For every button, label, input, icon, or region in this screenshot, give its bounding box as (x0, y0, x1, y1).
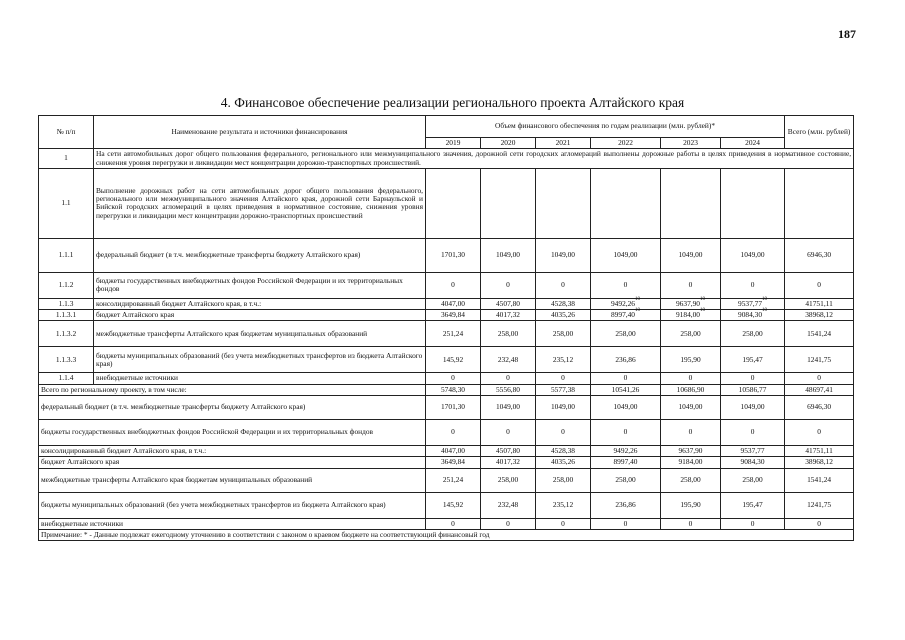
cell-value: 0 (536, 272, 591, 298)
cell-value: 9492,26$^{10}$ (591, 298, 661, 309)
cell-value: 258,00 (721, 321, 785, 347)
row-name: консолидированный бюджет Алтайского края, в т.ч.: (94, 298, 426, 309)
summary-row (39, 457, 854, 468)
cell-value: 195,47 (721, 492, 785, 518)
cell-value: 258,00 (661, 468, 721, 492)
cell-value: 10686,90 (661, 384, 721, 395)
cell-total: 0 (785, 373, 854, 384)
cell-value: 0 (536, 518, 591, 529)
cell-value: 0 (661, 518, 721, 529)
cell-value: 0 (591, 518, 661, 529)
cell-value: 0 (721, 373, 785, 384)
header-year: 2019 (426, 138, 481, 149)
cell-value: 3649,84 (426, 457, 481, 468)
cell-value: 232,48 (481, 347, 536, 373)
cell-value: 0 (591, 419, 661, 445)
row-name: федеральный бюджет (в т.ч. межбюджетные трансферты бюджету Алтайского края) (94, 238, 426, 272)
cell-total: 38968,12 (785, 457, 854, 468)
cell-value: 4507,80 (481, 298, 536, 309)
cell-value: 0 (591, 272, 661, 298)
cell-value: 1049,00 (661, 395, 721, 419)
table-row (39, 298, 854, 309)
cell-total: 6946,30 (785, 238, 854, 272)
cell-value: 0 (661, 272, 721, 298)
row-name: внебюджетные источники (39, 518, 426, 529)
row-number: 1.1.3.3 (39, 347, 94, 373)
table-row (39, 373, 854, 384)
cell-value: 5556,80 (481, 384, 536, 395)
cell-value: 9637,90 (661, 445, 721, 456)
header-year: 2023 (661, 138, 721, 149)
section-row (39, 149, 854, 169)
summary-row (39, 518, 854, 529)
cell-value: 0 (481, 419, 536, 445)
footnote: Примечание: * - Данные подлежат ежегодному уточнению в соответствии с законом о краевом бюджете на соответствующий финансовый год (39, 529, 854, 540)
row-number: 1.1.3.2 (39, 321, 94, 347)
header-year: 2021 (536, 138, 591, 149)
footnote-mark: 10 (635, 308, 641, 314)
row-name: бюджеты государственных внебюджетных фондов Российской Федерации и их территориальных фондов (94, 272, 426, 298)
cell-value: 0 (426, 272, 481, 298)
cell-value: 9537,77 (721, 445, 785, 456)
header-year: 2024 (721, 138, 785, 149)
cell-value: 10586,77 (721, 384, 785, 395)
cell-value: 195,90 (661, 347, 721, 373)
cell-value: 0 (591, 373, 661, 384)
summary-row (39, 445, 854, 456)
row-name: бюджет Алтайского края (94, 310, 426, 321)
cell-total: 0 (785, 518, 854, 529)
row-number: 1.1.3 (39, 298, 94, 309)
cell-value: 1049,00 (721, 395, 785, 419)
cell-value: 4047,00 (426, 298, 481, 309)
cell-value: 9184,00$^{10}$ (661, 310, 721, 321)
cell-value: 4047,00 (426, 445, 481, 456)
page-number: 187 (838, 27, 856, 41)
cell-total: 41751,11 (785, 298, 854, 309)
footnote-mark: 10 (762, 296, 768, 302)
cell-value: 1701,30 (426, 395, 481, 419)
row-name: межбюджетные трансферты Алтайского края бюджетам муниципальных образований (39, 468, 426, 492)
cell-value: 258,00 (591, 468, 661, 492)
cell-total: 38968,12 (785, 310, 854, 321)
footnote-mark: 10 (700, 296, 706, 302)
cell-value: 9537,77$^{10}$ (721, 298, 785, 309)
cell-value: 8997,40 (591, 457, 661, 468)
table-row (39, 347, 854, 373)
cell-value: 235,12 (536, 492, 591, 518)
cell-value: 1049,00 (591, 395, 661, 419)
cell-value: 1701,30 (426, 238, 481, 272)
row-name: внебюджетные источники (94, 373, 426, 384)
cell-value: 4035,26 (536, 457, 591, 468)
note-row (39, 529, 854, 540)
cell-value: 9084,30$^{10}$ (721, 310, 785, 321)
summary-row (39, 468, 854, 492)
subsection-row (39, 168, 854, 238)
header-volume: Объем финансового обеспечения по годам реализации (млн. рублей)* (426, 116, 785, 138)
cell-value: 8997,40$^{10}$ (591, 310, 661, 321)
table-row (39, 310, 854, 321)
cell-value: 258,00 (536, 321, 591, 347)
cell-value: 0 (721, 518, 785, 529)
cell-total: 6946,30 (785, 395, 854, 419)
row-name: бюджеты государственных внебюджетных фондов Российской Федерации и их территориальных фондов (39, 419, 426, 445)
footnote-mark: 10 (700, 308, 706, 314)
page-title: 4. Финансовое обеспечение реализации регионального проекта Алтайского края (220, 95, 685, 110)
cell-value: 251,24 (426, 468, 481, 492)
cell-value: 1049,00 (481, 238, 536, 272)
summary-row (39, 395, 854, 419)
cell-total: 0 (785, 272, 854, 298)
summary-row (39, 492, 854, 518)
cell-value: 0 (721, 272, 785, 298)
cell-value: 4528,38 (536, 445, 591, 456)
cell-value: 9492,26 (591, 445, 661, 456)
cell-value: 258,00 (481, 468, 536, 492)
row-name: межбюджетные трансферты Алтайского края бюджетам муниципальных образований (94, 321, 426, 347)
cell-value: 258,00 (536, 468, 591, 492)
row-name: бюджеты муниципальных образований (без учета межбюджетных трансфертов из бюджета Алтайского края) (94, 347, 426, 373)
cell-value: 1049,00 (536, 238, 591, 272)
cell-value: 195,90 (661, 492, 721, 518)
cell-value: 232,48 (481, 492, 536, 518)
total-row (39, 384, 854, 395)
cell-value: 145,92 (426, 492, 481, 518)
table-row (39, 238, 854, 272)
cell-total: 48697,41 (785, 384, 854, 395)
table-row (39, 272, 854, 298)
cell-value: 0 (481, 518, 536, 529)
row-number: 1 (39, 149, 94, 169)
row-name: бюджеты муниципальных образований (без учета межбюджетных трансфертов из бюджета Алтайского края) (39, 492, 426, 518)
cell-value: 4528,38 (536, 298, 591, 309)
cell-value: 5577,38 (536, 384, 591, 395)
header-year: 2020 (481, 138, 536, 149)
cell-value: 5748,30 (426, 384, 481, 395)
cell-value: 0 (426, 373, 481, 384)
cell-value: 0 (426, 419, 481, 445)
cell-value: 10541,26 (591, 384, 661, 395)
finance-table (38, 115, 854, 541)
row-name: федеральный бюджет (в т.ч. межбюджетные трансферты бюджету Алтайского края) (39, 395, 426, 419)
cell-value: 235,12 (536, 347, 591, 373)
cell-value: 195,47 (721, 347, 785, 373)
cell-value: 258,00 (591, 321, 661, 347)
subsection-text: Выполнение дорожных работ на сети автомобильных дорог общего пользования федерального, регионального или межмуниципального значения Алтайского края, дорожной сети Барнаульской и Бийской городских агломераций в целях приведения в нормативное состояние, снижения уровня перегрузки и ликвидации мест концентрации дорожно-транспортных происшествий (94, 168, 426, 238)
cell-value: 0 (481, 373, 536, 384)
section-text: На сети автомобильных дорог общего пользования федерального, регионального или межмуниципального значения, дорожной сети городских агломераций выполнены дорожные работы в целях приведения в нормативное состояние, снижения уровня перегрузки и ликвидации мест концентрации дорожно-транспортных происшествий. (94, 149, 854, 169)
cell-value: 4017,32 (481, 457, 536, 468)
cell-value: 258,00 (661, 321, 721, 347)
header-year: 2022 (591, 138, 661, 149)
cell-value: 236,86 (591, 347, 661, 373)
cell-value: 4507,80 (481, 445, 536, 456)
header-name: Наименование результата и источники финансирования (94, 116, 426, 149)
row-number: 1.1.3.1 (39, 310, 94, 321)
cell-value: 9184,00 (661, 457, 721, 468)
row-number: 1.1.2 (39, 272, 94, 298)
row-name: бюджет Алтайского края (39, 457, 426, 468)
cell-value: 258,00 (721, 468, 785, 492)
cell-value: 236,86 (591, 492, 661, 518)
cell-value: 0 (536, 373, 591, 384)
cell-value: 0 (426, 518, 481, 529)
row-number: 1.1.1 (39, 238, 94, 272)
cell-value: 0 (661, 419, 721, 445)
table-row (39, 321, 854, 347)
cell-value: 1049,00 (536, 395, 591, 419)
cell-total: 0 (785, 419, 854, 445)
summary-row (39, 419, 854, 445)
cell-value: 4017,32 (481, 310, 536, 321)
row-name: консолидированный бюджет Алтайского края, в т.ч.: (39, 445, 426, 456)
cell-value: 1049,00 (661, 238, 721, 272)
cell-value: 251,24 (426, 321, 481, 347)
row-number: 1.1 (39, 168, 94, 238)
cell-total: 1241,75 (785, 347, 854, 373)
cell-value: 3649,84 (426, 310, 481, 321)
footnote-mark: 10 (762, 308, 768, 314)
total-label: Всего по региональному проекту, в том числе: (39, 384, 426, 395)
cell-value: 9084,30 (721, 457, 785, 468)
cell-value: 0 (661, 373, 721, 384)
cell-value: 4035,26 (536, 310, 591, 321)
footnote-mark: 10 (635, 296, 641, 302)
cell-total: 1541,24 (785, 468, 854, 492)
cell-value: 1049,00 (481, 395, 536, 419)
cell-total: 1241,75 (785, 492, 854, 518)
cell-value: 145,92 (426, 347, 481, 373)
header-num: № п/п (39, 116, 94, 149)
cell-value: 1049,00 (591, 238, 661, 272)
cell-value: 1049,00 (721, 238, 785, 272)
cell-value: 258,00 (481, 321, 536, 347)
cell-total: 1541,24 (785, 321, 854, 347)
row-number: 1.1.4 (39, 373, 94, 384)
cell-value: 9637,90$^{10}$ (661, 298, 721, 309)
cell-total: 41751,11 (785, 445, 854, 456)
cell-value: 0 (721, 419, 785, 445)
cell-value: 0 (536, 419, 591, 445)
header-total: Всего (млн. рублей) (785, 116, 854, 149)
cell-value: 0 (481, 272, 536, 298)
